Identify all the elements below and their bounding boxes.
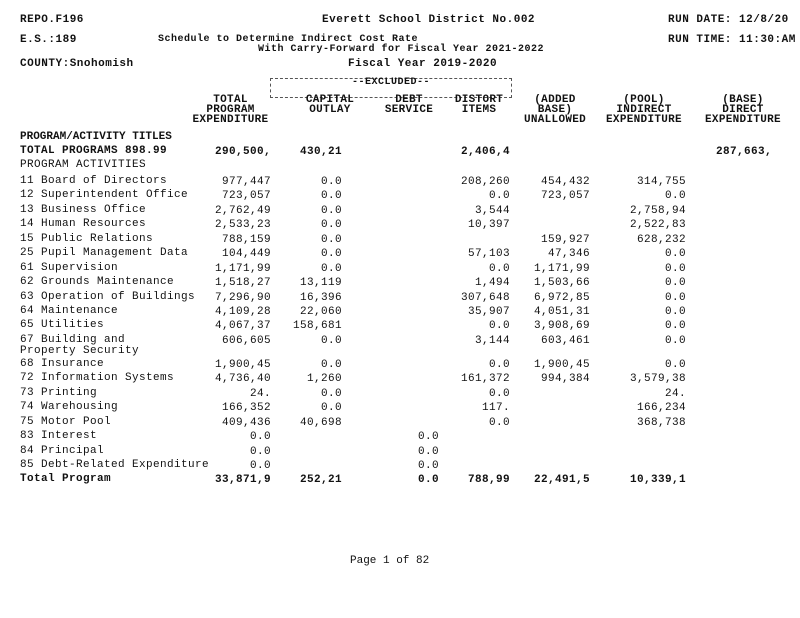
cell-col-1: 166,352 (221, 402, 271, 414)
cell-col-4: 10,397 (467, 219, 510, 231)
cell-col-2: 0.0 (320, 234, 342, 246)
cell-col-1: 33,871,9 (214, 474, 271, 486)
cell-col-1: 0.0 (249, 460, 271, 472)
col-header-line: SERVICE (384, 104, 434, 116)
cell-col-5: 723,057 (540, 190, 590, 202)
cell-col-5: 1,503,66 (533, 277, 590, 289)
table-row (0, 190, 800, 204)
cell-col-5: 454,432 (540, 176, 590, 188)
cell-col-2: 0.0 (320, 388, 342, 400)
cell-col-1: 606,605 (221, 335, 271, 347)
cell-col-1: 104,449 (221, 248, 271, 260)
cell-col-6: 0.0 (664, 263, 686, 275)
col-header-pool-indirect (600, 95, 688, 125)
cell-col-1: 0.0 (249, 446, 271, 458)
cell-col-5: 1,171,99 (533, 263, 590, 275)
cell-col-6: 0.0 (664, 277, 686, 289)
col-header-total-program (190, 95, 271, 125)
row-label: TOTAL PROGRAMS 898.99 (20, 145, 168, 157)
cell-col-4: 307,648 (460, 292, 510, 304)
cell-col-1: 4,067,37 (214, 320, 271, 332)
cell-col-2: 1,260 (306, 373, 342, 385)
cell-col-4: 2,406,4 (460, 146, 510, 158)
table-row (0, 431, 800, 445)
cell-col-2: 0.0 (320, 359, 342, 371)
table-row (0, 446, 800, 460)
report-title: Schedule to Determine Indirect Cost Rate (158, 34, 419, 45)
table-row (0, 248, 800, 262)
cell-col-4: 1,494 (474, 277, 510, 289)
col-header-line: TOTAL (213, 94, 248, 106)
cell-col-2: 22,060 (299, 306, 342, 318)
col-header-line: INDIRECT (616, 104, 672, 116)
table-row (0, 160, 800, 174)
cell-col-6: 2,758,94 (629, 205, 686, 217)
cell-col-4: 0.0 (488, 417, 510, 429)
cell-col-6: 24. (664, 388, 686, 400)
cell-col-6: 314,755 (636, 176, 686, 188)
table-row (0, 320, 800, 334)
cell-col-5: 159,927 (540, 234, 590, 246)
cell-col-5: 994,384 (540, 373, 590, 385)
report-subtitle: With Carry-Forward for Fiscal Year 2021-2022 (258, 44, 545, 55)
col-header-line: ITEMS (461, 104, 497, 116)
row-label: 14 Human Resources (20, 218, 147, 230)
cell-col-5: 4,051,31 (533, 306, 590, 318)
cell-col-3: 0.0 (417, 431, 439, 443)
cell-col-3: 0.0 (417, 474, 439, 486)
cell-col-1: 1,900,45 (214, 359, 271, 371)
row-label: 11 Board of Directors (20, 175, 168, 187)
col-header-line: (ADDED (534, 94, 576, 106)
cell-col-1: 24. (249, 388, 271, 400)
cell-col-4: 788,99 (467, 474, 510, 486)
cell-col-6: 0.0 (664, 335, 686, 347)
cell-col-5: 47,346 (547, 248, 590, 260)
table-row (0, 306, 800, 320)
cell-col-1: 723,057 (221, 190, 271, 202)
table-row (0, 277, 800, 291)
cell-col-2: 0.0 (320, 248, 342, 260)
cell-col-2: 0.0 (320, 205, 342, 217)
row-label: 65 Utilities (20, 319, 105, 331)
table-row (0, 359, 800, 373)
cell-col-1: 2,762,49 (214, 205, 271, 217)
row-label: 68 Insurance (20, 358, 105, 370)
cell-col-2: 430,21 (299, 146, 342, 158)
cell-col-1: 7,296,90 (214, 292, 271, 304)
cell-col-1: 290,500, (214, 146, 271, 158)
row-label: 64 Maintenance (20, 305, 119, 317)
table-row (0, 417, 800, 431)
report-id: REPO.F196 (20, 14, 84, 26)
col-header-line: DISTORT (454, 94, 504, 106)
cell-col-6: 10,339,1 (629, 474, 686, 486)
excluded-label: --EXCLUDED-- (352, 77, 431, 88)
cell-col-4: 3,544 (474, 205, 510, 217)
cell-col-3: 0.0 (417, 446, 439, 458)
row-label: 85 Debt-Related Expenditure (20, 459, 210, 471)
cell-col-1: 977,447 (221, 176, 271, 188)
col-header-line: PROGRAM (206, 104, 255, 116)
row-label: 15 Public Relations (20, 233, 154, 245)
cell-col-6: 0.0 (664, 292, 686, 304)
cell-col-4: 0.0 (488, 263, 510, 275)
cell-col-2: 158,681 (292, 320, 342, 332)
row-label: 63 Operation of Buildings (20, 291, 196, 303)
row-label: Total Program (20, 473, 112, 485)
page-number: Page 1 of 82 (350, 555, 430, 567)
fiscal-year: Fiscal Year 2019-2020 (348, 58, 498, 70)
row-label: 67 Building and Property Security (20, 334, 140, 357)
district-name: Everett School District No.002 (322, 14, 536, 26)
cell-col-4: 208,260 (460, 176, 510, 188)
cell-col-2: 40,698 (299, 417, 342, 429)
cell-col-2: 0.0 (320, 219, 342, 231)
row-label: 25 Pupil Management Data (20, 247, 189, 259)
row-label: 12 Superintendent Office (20, 189, 189, 201)
cell-col-2: 0.0 (320, 176, 342, 188)
cell-col-1: 1,518,27 (214, 277, 271, 289)
program-activity-titles-label: PROGRAM/ACTIVITY TITLES (20, 131, 172, 143)
cell-col-4: 161,372 (460, 373, 510, 385)
table-row (0, 388, 800, 402)
cell-col-1: 4,109,28 (214, 306, 271, 318)
table-row (0, 334, 800, 357)
col-header-capital-outlay (287, 95, 373, 115)
row-label: PROGRAM ACTIVITIES (20, 159, 147, 171)
cell-col-4: 35,907 (467, 306, 510, 318)
row-label: 83 Interest (20, 430, 98, 442)
table-row (0, 474, 800, 488)
table-row (0, 234, 800, 248)
cell-col-6: 0.0 (664, 359, 686, 371)
col-header-line: EXPENDITURE (192, 114, 269, 126)
row-label: 62 Grounds Maintenance (20, 276, 175, 288)
run-time: RUN TIME: 11:30:AM (668, 34, 796, 46)
cell-col-3: 0.0 (417, 460, 439, 472)
table-row (0, 205, 800, 219)
col-header-base-direct (700, 95, 786, 125)
cell-col-6: 0.0 (664, 306, 686, 318)
cell-col-2: 0.0 (320, 263, 342, 275)
row-label: 75 Motor Pool (20, 416, 112, 428)
cell-col-4: 0.0 (488, 190, 510, 202)
cell-col-1: 2,533,23 (214, 219, 271, 231)
cell-col-4: 3,144 (474, 335, 510, 347)
col-header-line: UNALLOWED (523, 114, 587, 126)
col-header-line: EXPENDITURE (606, 114, 682, 126)
cell-col-4: 57,103 (467, 248, 510, 260)
cell-col-6: 628,232 (636, 234, 686, 246)
cell-col-5: 22,491,5 (533, 474, 590, 486)
cell-col-4: 0.0 (488, 388, 510, 400)
col-header-line: OUTLAY (309, 104, 351, 116)
col-header-line: BASE) (537, 104, 573, 116)
table-row (0, 292, 800, 306)
run-date: RUN DATE: 12/8/20 (668, 14, 789, 26)
cell-col-6: 2,522,83 (629, 219, 686, 231)
table-row (0, 402, 800, 416)
cell-col-4: 0.0 (488, 320, 510, 332)
cell-col-2: 252,21 (299, 474, 342, 486)
col-header-line: EXPENDITURE (705, 114, 781, 126)
row-label: 72 Information Systems (20, 372, 175, 384)
cell-col-7: 287,663, (715, 146, 772, 158)
table-row (0, 176, 800, 190)
table-row (0, 373, 800, 387)
cell-col-1: 1,171,99 (214, 263, 271, 275)
row-label: 74 Warehousing (20, 401, 119, 413)
cell-col-1: 4,736,40 (214, 373, 271, 385)
col-header-line: (POOL) (623, 94, 665, 106)
county-name: COUNTY:Snohomish (20, 58, 134, 70)
cell-col-5: 1,900,45 (533, 359, 590, 371)
cell-col-2: 0.0 (320, 402, 342, 414)
col-header-debt-service (378, 95, 440, 115)
table-row (0, 263, 800, 277)
cell-col-4: 117. (481, 402, 510, 414)
cell-col-2: 0.0 (320, 335, 342, 347)
es-number: E.S.:189 (20, 34, 77, 46)
col-header-line: DEBT (395, 94, 423, 106)
row-label: 13 Business Office (20, 204, 147, 216)
table-row (0, 219, 800, 233)
cell-col-6: 166,234 (636, 402, 686, 414)
col-header-distort-items (444, 95, 514, 115)
col-header-added-base (515, 95, 595, 125)
col-header-line: DIRECT (722, 104, 764, 116)
cell-col-5: 6,972,85 (533, 292, 590, 304)
table-row (0, 146, 800, 160)
cell-col-5: 603,461 (540, 335, 590, 347)
row-label: 73 Printing (20, 387, 98, 399)
row-label: 84 Principal (20, 445, 105, 457)
cell-col-1: 788,159 (221, 234, 271, 246)
cell-col-6: 368,738 (636, 417, 686, 429)
cell-col-4: 0.0 (488, 359, 510, 371)
cell-col-1: 409,436 (221, 417, 271, 429)
col-header-line: (BASE) (722, 94, 764, 106)
cell-col-2: 16,396 (299, 292, 342, 304)
cell-col-1: 0.0 (249, 431, 271, 443)
col-header-line: CAPITAL (305, 94, 355, 106)
cell-col-6: 0.0 (664, 190, 686, 202)
cell-col-6: 3,579,38 (629, 373, 686, 385)
cell-col-6: 0.0 (664, 320, 686, 332)
cell-col-2: 13,119 (299, 277, 342, 289)
table-row (0, 460, 800, 474)
cell-col-6: 0.0 (664, 248, 686, 260)
row-label: 61 Supervision (20, 262, 119, 274)
cell-col-5: 3,908,69 (533, 320, 590, 332)
cell-col-2: 0.0 (320, 190, 342, 202)
